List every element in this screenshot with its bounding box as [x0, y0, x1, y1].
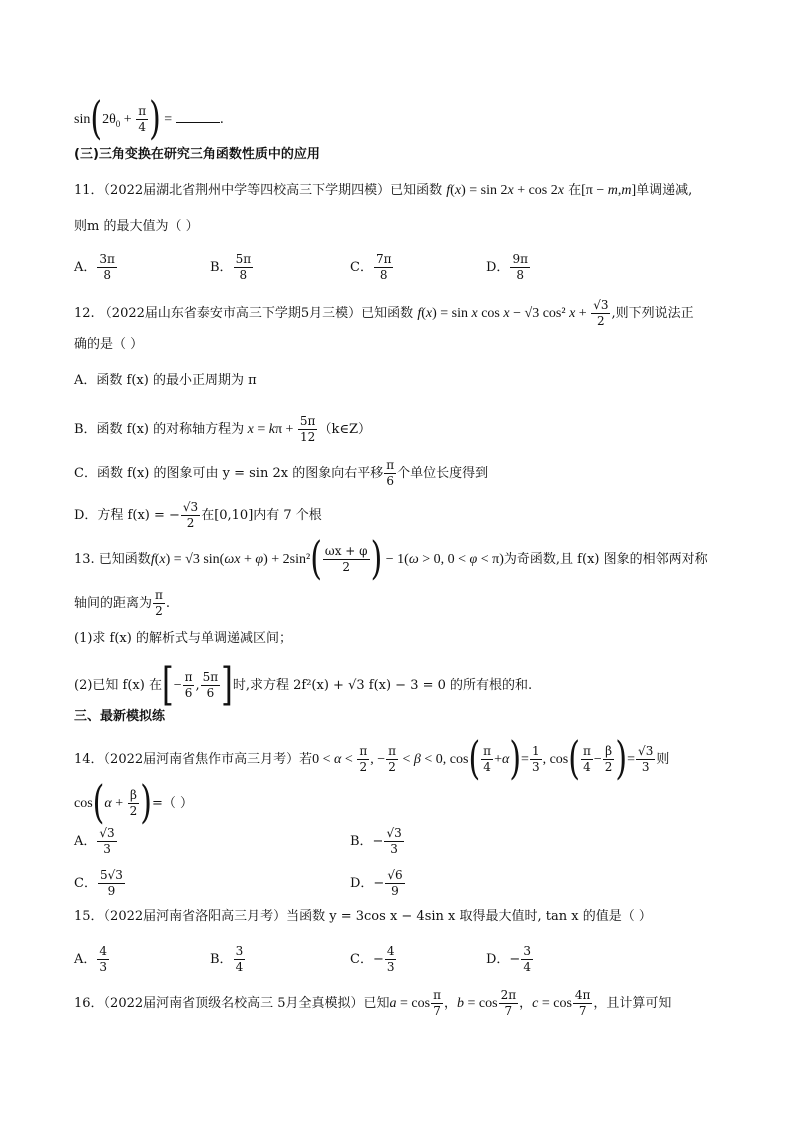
q12-option-c[interactable]: C．函数 f(x) 的图象可由 y = sin 2x 的图象向右平移 $\frac{\pi}{6}$ 个单位长度得到 — [74, 458, 489, 488]
q13-sub1: (1)求 f(x) 的解析式与单调递减区间； — [74, 631, 292, 646]
q14-line2: cos(α + $\frac{\beta}{2}$ )=（ ） — [74, 776, 194, 829]
q12-line1: 12. （2022届山东省泰安市高三下学期5月三模）已知函数 f(x) = sin x cos x − √3 cos² x + $\frac{√3}{2}$ ,则下列说法正 — [74, 298, 694, 328]
q11-option-c[interactable]: C． $\frac{7\pi}{8}$ — [350, 252, 392, 282]
top-sin: sin — [74, 112, 91, 127]
top-expression-line: $\sin(2\theta_0$ + $\frac{\pi}{4}$ ) = . — [74, 92, 224, 145]
q14-line1: 14．（2022届河南省焦作市高三月考）若0 < α < $\frac{\pi}{2}$ , − $\frac{\pi}{2}$ < β < 0, cos( $\frac{\pi}{4}$ +α)= $\frac{1}{3}$ , cos( $\frac{\pi}{4}$ − $\frac{\beta}{2}$ )= $\frac{√3}{3}$ 则 — [74, 732, 670, 785]
q13-sub2: (2)已知 f(x) 在[− $\frac{\pi}{6}$ , $\frac{5\pi}{6}$ ]时,求方程 2f²(x) + √3 f(x) − 3 = 0 的所有根的和. — [74, 658, 533, 711]
q14-option-a[interactable]: A． $\frac{√3}{3}$ — [74, 826, 115, 856]
q11-option-d[interactable]: D． $\frac{9\pi}{8}$ — [486, 252, 528, 282]
q15-option-d[interactable]: D．− $\frac{3}{4}$ — [486, 944, 531, 974]
q11-line2: 则m 的最大值为（ ） — [74, 219, 199, 234]
q15-option-c[interactable]: C．− $\frac{4}{3}$ — [350, 944, 395, 974]
section-title-3: (三)三角变换在研究三角函数性质中的应用 — [74, 147, 320, 162]
section-title-latest: 三、最新模拟练 — [74, 709, 166, 724]
q13-line2: 轴间的距离为 $\frac{\pi}{2}$ . — [74, 588, 171, 618]
q14-option-d[interactable]: D．− $\frac{√6}{9}$ — [350, 868, 403, 898]
q11-option-a[interactable]: A． $\frac{3\pi}{8}$ — [74, 252, 115, 282]
q15-option-b[interactable]: B． $\frac{3}{4}$ — [210, 944, 244, 974]
q15-option-a[interactable]: A． $\frac{4}{3}$ — [74, 944, 108, 974]
q12-option-a[interactable]: A．函数 f(x) 的最小正周期为 π — [74, 373, 257, 388]
q12-option-d[interactable]: D．方程 f(x) = − $\frac{√3}{2}$ 在[0,10]内有 7 个根 — [74, 500, 322, 530]
q13-line1: 13. 已知函数f(x) = √3 sin(ωx + φ) + 2sin²( $\frac{\omega x + \varphi}{2}$ ) − 1(ω > 0, 0 < φ < π)为奇函数,且 f(x) 图象的相邻两对称 — [74, 532, 708, 585]
q11-option-b[interactable]: B． $\frac{5\pi}{8}$ — [210, 252, 252, 282]
answer-blank[interactable] — [176, 110, 220, 123]
q16-line1: 16．（2022届河南省顶级名校高三 5月全真模拟）已知a = cos $\frac{\pi}{7}$ ，b = cos $\frac{2\pi}{7}$ ，c = cos $\frac{4\pi}{7}$ ，且计算可知 — [74, 988, 672, 1018]
q15-line1: 15．（2022届河南省洛阳高三月考）当函数 y = 3cos x − 4sin x 取得最大值时, tan x 的值是（ ） — [74, 909, 652, 924]
q12-option-b[interactable]: B．函数 f(x) 的对称轴方程为 x = kπ + $\frac{5\pi}{12}$ （k∈Z） — [74, 414, 371, 444]
q12-line2: 确的是（ ） — [74, 337, 144, 352]
q14-option-b[interactable]: B．− $\frac{√3}{3}$ — [350, 826, 402, 856]
q11-line1: 11．（2022届湖北省荆州中学等四校高三下学期四模）已知函数 f(x) = sin 2x + cos 2x 在[π − m,m]单调递减, — [74, 183, 693, 198]
q14-option-c[interactable]: C． $\frac{5√3}{9}$ — [74, 868, 123, 898]
